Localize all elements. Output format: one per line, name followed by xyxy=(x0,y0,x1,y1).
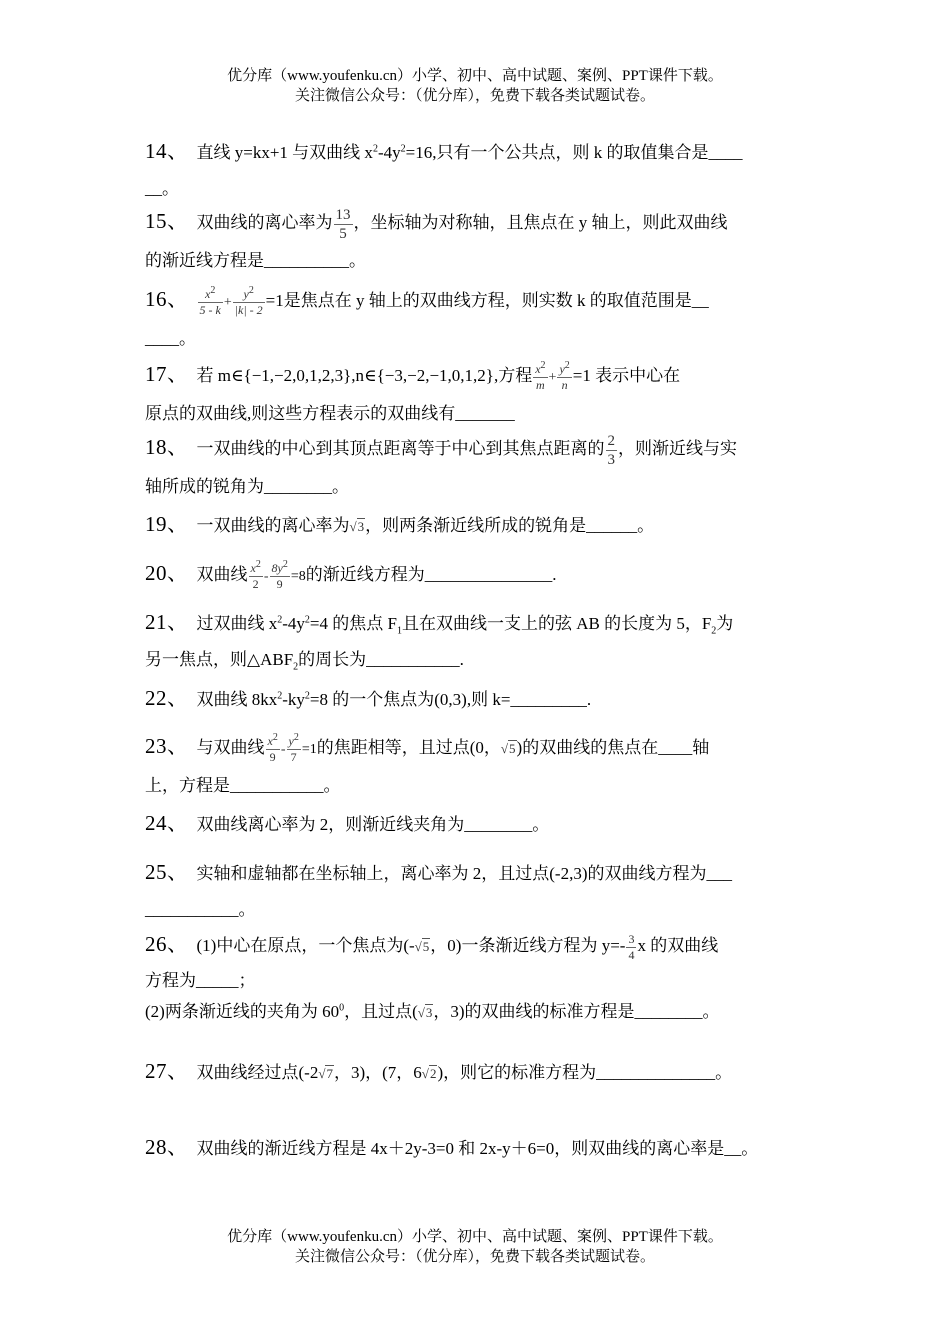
text: ，则渐近线与实 xyxy=(618,439,737,458)
fraction xyxy=(334,206,353,243)
subscript: 2 xyxy=(711,625,717,637)
subscript: 2 xyxy=(293,661,299,673)
text: =1 表示中心在 xyxy=(572,366,681,385)
text: 双曲线 xyxy=(196,565,248,584)
text: 的渐近线方程为_______________. xyxy=(305,565,557,584)
text: -ky xyxy=(282,690,305,709)
radicand: 2 xyxy=(429,1066,437,1081)
text: =8 xyxy=(290,569,306,584)
radicand: 7 xyxy=(326,1066,333,1081)
subscript: 1 xyxy=(396,625,402,637)
text: =8 的一个焦点为(0,3),则 k=_________. xyxy=(309,690,592,709)
page-footer xyxy=(0,1227,950,1267)
question-number: 22、 xyxy=(145,686,189,710)
question-number: 19、 xyxy=(145,512,189,536)
text: ，则两条渐近线所成的锐角是______。 xyxy=(365,516,655,535)
text: 若 m∈{−1,−2,0,1,2,3},n∈{−3,−2,−1,0,1,2},方程 xyxy=(196,366,533,385)
square-root: √3 xyxy=(417,1005,433,1020)
text: -4y xyxy=(282,614,305,633)
fraction xyxy=(533,359,547,393)
text: =1 xyxy=(301,742,317,757)
numerator: x xyxy=(535,361,541,376)
denominator: 5 - k xyxy=(199,302,221,317)
footer-line-2: 关注微信公众号：（优分库），免费下载各类试题试卷。 xyxy=(294,1249,655,1265)
superscript: 0 xyxy=(339,1002,345,1014)
question-number: 14、 xyxy=(145,139,189,163)
text: ，3)，(7，6 xyxy=(333,1063,422,1082)
question-number: 20、 xyxy=(145,561,189,585)
question-14 xyxy=(145,133,813,207)
question-27 xyxy=(145,1053,813,1092)
text: 的周长为___________. xyxy=(298,650,464,669)
superscript: 2 xyxy=(564,359,570,371)
denominator: 9 xyxy=(276,576,283,591)
question-number: 28、 xyxy=(145,1135,189,1159)
header-line-2: 关注微信公众号：（优分库），免费下载各类试题试卷。 xyxy=(294,88,655,104)
square-root: √3 xyxy=(349,519,365,534)
text: 另一焦点，则△ABF xyxy=(145,650,294,669)
text: 方程为_____； xyxy=(145,971,256,990)
numerator: x xyxy=(267,733,273,748)
text: 原点的双曲线,则这些方程表示的双曲线有_______ xyxy=(145,404,515,423)
text: 且在双曲线一支上的弦 AB 的长度为 5，F xyxy=(401,614,712,633)
question-24 xyxy=(145,805,813,843)
denominator: 9 xyxy=(269,749,276,764)
square-root: √5 xyxy=(414,939,430,954)
operator: - xyxy=(280,742,286,757)
question-28 xyxy=(145,1129,813,1167)
text: 双曲线的离心率为 xyxy=(196,213,333,232)
text: =16,只有一个公共点，则 k 的取值集合是____ xyxy=(405,143,743,162)
fraction xyxy=(233,284,265,318)
text: =4 的焦点 F xyxy=(309,614,397,633)
radicand: 5 xyxy=(509,741,516,756)
radicand: 3 xyxy=(357,519,365,534)
question-15 xyxy=(145,203,813,279)
numerator: x xyxy=(250,560,256,575)
denominator: m xyxy=(536,377,545,392)
superscript: 2 xyxy=(304,690,310,702)
text: 双曲线离心率为 2，则渐近线夹角为________。 xyxy=(196,815,550,834)
numerator: 3 xyxy=(628,931,635,946)
operator: + xyxy=(548,370,557,385)
superscript: 2 xyxy=(255,558,261,570)
superscript: 2 xyxy=(400,143,406,155)
superscript: 2 xyxy=(277,690,283,702)
denominator: n xyxy=(561,377,568,392)
fraction xyxy=(606,432,618,469)
denominator: 4 xyxy=(628,947,635,962)
text: 上，方程是___________。 xyxy=(145,776,341,795)
numerator: y xyxy=(288,733,294,748)
text: -4y xyxy=(377,143,401,162)
superscript: 2 xyxy=(248,284,254,296)
question-number: 25、 xyxy=(145,860,189,884)
text: 双曲线 8kx xyxy=(196,690,278,709)
text: 直线 y=kx+1 与双曲线 x xyxy=(196,143,373,162)
footer-line-1: 优分库（www.youfenku.cn）小学、初中、高中试题、案例、PPT课件下载。 xyxy=(227,1229,723,1245)
denominator: |k| - 2 xyxy=(234,302,263,317)
superscript: 2 xyxy=(540,359,546,371)
text: 双曲线的渐近线方程是 4x＋2y-3=0 和 2x-y＋6=0，则双曲线的离心率是__。 xyxy=(196,1139,759,1158)
radicand: 3 xyxy=(425,1005,433,1020)
denominator: 3 xyxy=(607,451,615,468)
square-root: √7 xyxy=(318,1066,333,1081)
question-23 xyxy=(145,728,813,804)
question-25 xyxy=(145,854,813,928)
text: )的双曲线的焦点在____轴 xyxy=(516,738,710,757)
text: 双曲线经过点(-2 xyxy=(196,1063,319,1082)
question-20 xyxy=(145,555,813,595)
question-26 xyxy=(145,926,813,1028)
text: ，3)的双曲线的标准方程是________。 xyxy=(433,1002,720,1021)
denominator: 2 xyxy=(252,576,259,591)
numerator: y xyxy=(559,361,565,376)
text: x 的双曲线 xyxy=(637,936,719,955)
question-number: 16、 xyxy=(145,287,189,311)
superscript: 2 xyxy=(277,614,283,626)
superscript: 2 xyxy=(372,143,378,155)
fraction xyxy=(198,284,223,318)
question-17 xyxy=(145,356,813,432)
superscript: 2 xyxy=(272,731,278,743)
text: 一双曲线的离心率为 xyxy=(196,516,350,535)
fraction xyxy=(249,558,263,592)
text: 过双曲线 x xyxy=(196,614,278,633)
text: 轴所成的锐角为________。 xyxy=(145,476,349,496)
superscript: 2 xyxy=(282,558,288,570)
text: ____。 xyxy=(145,329,196,348)
question-number: 23、 xyxy=(145,734,189,758)
numerator: x xyxy=(205,286,211,301)
text: 的渐近线方程是__________。 xyxy=(145,250,366,270)
square-root: √2 xyxy=(421,1066,437,1081)
fraction xyxy=(287,731,301,765)
question-21 xyxy=(145,604,813,678)
question-16 xyxy=(145,281,813,357)
question-number: 27、 xyxy=(145,1059,189,1083)
question-number: 18、 xyxy=(145,435,189,459)
text: (2)两条渐近线的夹角为 60 xyxy=(145,1002,340,1021)
fraction xyxy=(626,932,636,963)
superscript: 2 xyxy=(304,614,310,626)
header-line-1: 优分库（www.youfenku.cn）小学、初中、高中试题、案例、PPT课件下载。 xyxy=(227,68,723,84)
text: ，坐标轴为对称轴，且焦点在 y 轴上，则此双曲线 xyxy=(353,213,728,232)
question-number: 15、 xyxy=(145,209,189,233)
numerator: 8y xyxy=(271,560,283,575)
numerator: 2 xyxy=(607,432,615,449)
question-18 xyxy=(145,429,813,505)
question-number: 17、 xyxy=(145,362,189,386)
text: 一双曲线的中心到其顶点距离等于中心到其焦点距离的 xyxy=(196,439,605,458)
square-root: √5 xyxy=(500,741,516,756)
text: __。 xyxy=(145,179,179,198)
denominator: 5 xyxy=(339,225,347,242)
text: =1是焦点在 y 轴上的双曲线方程，则实数 k 的取值范围是__ xyxy=(265,291,709,310)
fraction xyxy=(270,558,290,592)
text: 实轴和虚轴都在坐标轴上，离心率为 2，且过点(-2,3)的双曲线方程为___ xyxy=(196,864,732,883)
operator: - xyxy=(263,569,269,584)
numerator: 13 xyxy=(335,206,351,223)
superscript: 2 xyxy=(210,284,216,296)
text: 为 xyxy=(716,614,734,633)
question-number: 26、 xyxy=(145,932,189,956)
denominator: 7 xyxy=(290,749,297,764)
superscript: 2 xyxy=(293,731,299,743)
radicand: 5 xyxy=(422,939,430,954)
text: ，且过点( xyxy=(344,1002,418,1021)
question-22 xyxy=(145,680,813,718)
operator: + xyxy=(223,295,232,310)
page-header xyxy=(0,66,950,106)
text: ___________。 xyxy=(145,900,256,919)
question-number: 21、 xyxy=(145,610,189,634)
numerator: y xyxy=(243,286,249,301)
text: ，0)一条渐近线方程为 y=- xyxy=(430,936,626,955)
text: (1)中心在原点，一个焦点为(- xyxy=(196,936,415,955)
text: 与双曲线 xyxy=(196,738,265,757)
fraction xyxy=(266,731,280,765)
text: )，则它的标准方程为______________。 xyxy=(437,1063,733,1082)
text: 的焦距相等，且过点(0， xyxy=(316,738,501,757)
question-19 xyxy=(145,506,813,545)
fraction xyxy=(557,359,571,393)
question-number: 24、 xyxy=(145,811,189,835)
